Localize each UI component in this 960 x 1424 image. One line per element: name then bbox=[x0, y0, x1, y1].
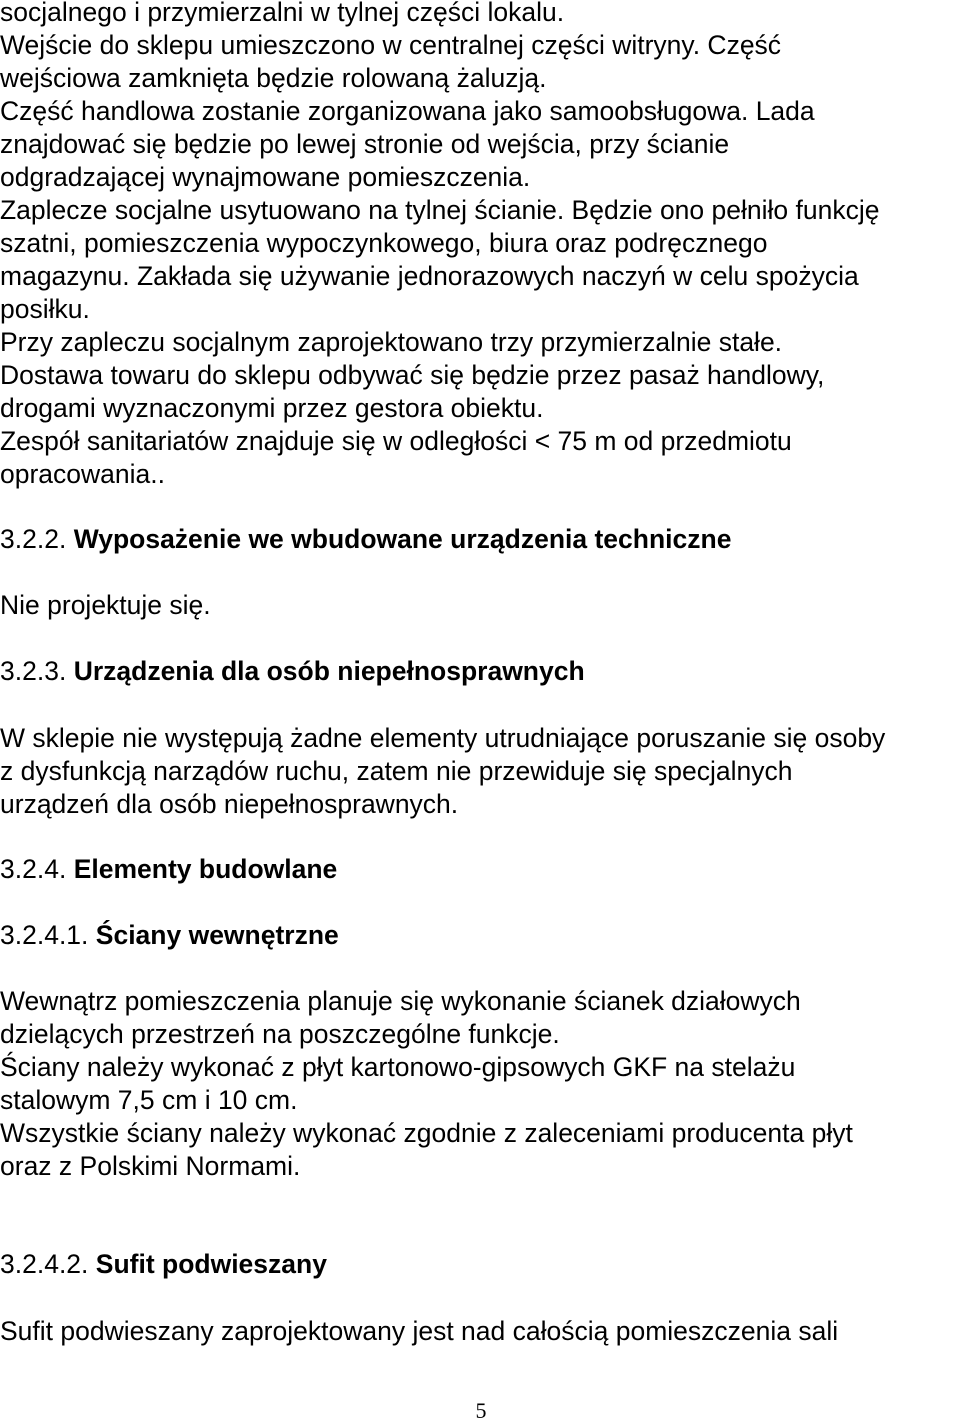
section-number: 3.2.3. bbox=[0, 656, 67, 686]
body-line: Dostawa towaru do sklepu odbywać się będzie przez pasaż handlowy, bbox=[0, 360, 825, 390]
body-line: Nie projektuje się. bbox=[0, 590, 211, 620]
body-line: z dysfunkcją narządów ruchu, zatem nie przewiduje się specjalnych bbox=[0, 756, 793, 786]
section-heading bbox=[0, 655, 585, 688]
body-line: oraz z Polskimi Normami. bbox=[0, 1151, 301, 1181]
section-heading bbox=[0, 919, 339, 952]
body-line: posiłku. bbox=[0, 294, 90, 324]
body-line: znajdować się będzie po lewej stronie od wejścia, przy ścianie bbox=[0, 129, 730, 159]
section-number: 3.2.2. bbox=[0, 524, 67, 554]
section-title: Sufit podwieszany bbox=[95, 1249, 327, 1279]
section-heading bbox=[0, 853, 337, 886]
section-title: Urządzenia dla osób niepełnosprawnych bbox=[73, 656, 585, 686]
body-line: odgradzającej wynajmowane pomieszczenia. bbox=[0, 162, 531, 192]
body-line: szatni, pomieszczenia wypoczynkowego, biura oraz podręcznego bbox=[0, 228, 768, 258]
body-line: drogami wyznaczonymi przez gestora obiektu. bbox=[0, 393, 544, 423]
body-line: Wejście do sklepu umieszczono w centralnej części witryny. Część bbox=[0, 30, 782, 60]
body-line: wejściowa zamknięta będzie rolowaną żaluzją. bbox=[0, 63, 547, 93]
body-line: Ściany należy wykonać z płyt kartonowo-gipsowych GKF na stelażu bbox=[0, 1052, 796, 1082]
section-number: 3.2.4.2. bbox=[0, 1249, 89, 1279]
body-line: Zespół sanitariatów znajduje się w odległości < 75 m od przedmiotu bbox=[0, 426, 792, 456]
body-line: Wewnątrz pomieszczenia planuje się wykonanie ścianek działowych bbox=[0, 986, 801, 1016]
body-line: dzielących przestrzeń na poszczególne funkcje. bbox=[0, 1019, 560, 1049]
body-line: Sufit podwieszany zaprojektowany jest nad całością pomieszczenia sali bbox=[0, 1316, 839, 1346]
body-line: Zaplecze socjalne usytuowano na tylnej ścianie. Będzie ono pełniło funkcję bbox=[0, 195, 880, 225]
body-line: magazynu. Zakłada się używanie jednorazowych naczyń w celu spożycia bbox=[0, 261, 859, 291]
body-line: W sklepie nie występują żadne elementy utrudniające poruszanie się osoby bbox=[0, 723, 886, 753]
section-heading bbox=[0, 1248, 327, 1281]
body-line: urządzeń dla osób niepełnosprawnych. bbox=[0, 789, 459, 819]
body-line: stalowym 7,5 cm i 10 cm. bbox=[0, 1085, 298, 1115]
page-number: 5 bbox=[475, 1398, 487, 1423]
body-line: Przy zapleczu socjalnym zaprojektowano trzy przymierzalnie stałe. bbox=[0, 327, 783, 357]
body-line: Część handlowa zostanie zorganizowana jako samoobsługowa. Lada bbox=[0, 96, 815, 126]
section-number: 3.2.4.1. bbox=[0, 920, 89, 950]
body-line: Wszystkie ściany należy wykonać zgodnie z zaleceniami producenta płyt bbox=[0, 1118, 853, 1148]
body-line: socjalnego i przymierzalni w tylnej części lokalu. bbox=[0, 0, 565, 27]
body-line: opracowania.. bbox=[0, 459, 165, 489]
section-title: Elementy budowlane bbox=[73, 854, 338, 884]
section-heading bbox=[0, 523, 731, 556]
section-title: Wyposażenie we wbudowane urządzenia techniczne bbox=[73, 524, 732, 554]
section-title: Ściany wewnętrzne bbox=[95, 920, 339, 950]
section-number: 3.2.4. bbox=[0, 854, 67, 884]
